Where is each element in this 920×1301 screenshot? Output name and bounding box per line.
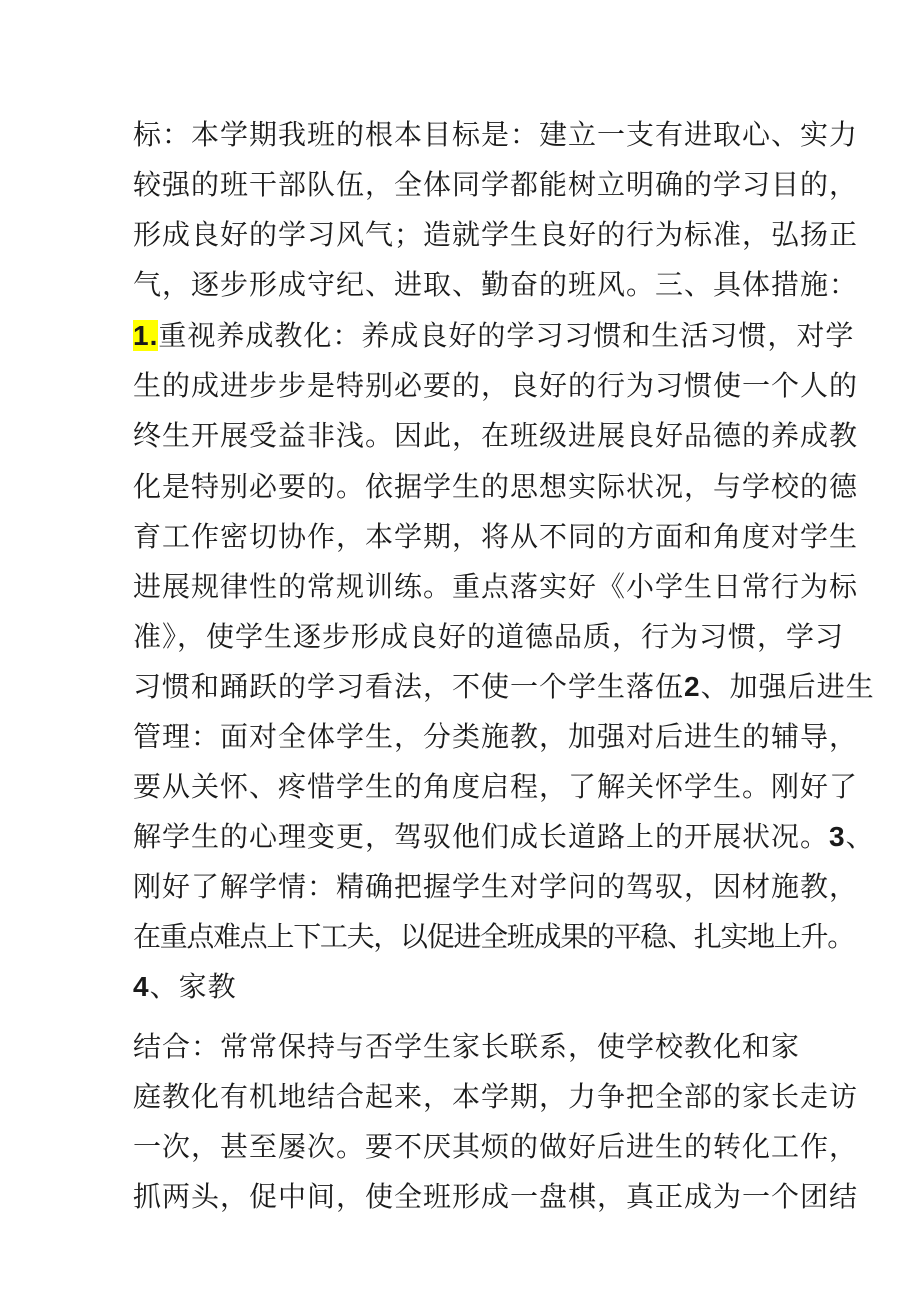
text-line: 生的成进步步是特别必要的，良好的行为习惯使一个人的 — [133, 369, 859, 402]
text-line: 庭教化有机地结合起来，本学期，力争把全部的家长走访 — [133, 1080, 859, 1113]
text-line: 4、家教 — [133, 970, 237, 1003]
text-line: 形成良好的学习风气；造就学生良好的行为标准，弘扬正 — [133, 218, 859, 251]
text-line: 化是特别必要的。依据学生的思想实际状况，与学校的德 — [133, 470, 859, 503]
text-line: 抓两头，促中间，使全班形成一盘棋，真正成为一个团结 — [133, 1180, 859, 1213]
text-line: 进展规律性的常规训练。重点落实好《小学生日常行为标 — [133, 570, 859, 603]
text-line: 一次，甚至屡次。要不厌其烦的做好后进生的转化工作， — [133, 1130, 859, 1163]
list-number: 3 — [829, 821, 846, 852]
list-number: 4 — [133, 971, 150, 1002]
text-line: 气，逐步形成守纪、进取、勤奋的班风。三、具体措施： — [133, 268, 859, 301]
text-line: 在重点难点上下工夫，以促进全班成果的平稳、扎实地上升。 — [133, 920, 854, 953]
text-line: 管理：面对全体学生，分类施教，加强对后进生的辅导， — [133, 720, 859, 753]
text-line: 要从关怀、疼惜学生的角度启程，了解关怀学生。刚好了 — [133, 770, 859, 803]
text-line: 育工作密切协作，本学期，将从不同的方面和角度对学生 — [133, 520, 859, 553]
list-number: 2 — [684, 671, 701, 702]
list-number-highlighted: 1. — [133, 320, 159, 351]
text-line: 较强的班干部队伍，全体同学都能树立明确的学习目的， — [133, 168, 859, 201]
text-line: 终生开展受益非浅。因此，在班级进展良好品德的养成教 — [133, 419, 859, 452]
text-line: 结合：常常保持与否学生家长联系，使学校教化和家 — [133, 1030, 801, 1063]
text-line: 刚好了解学情：精确把握学生对学问的驾驭，因材施教， — [133, 870, 859, 903]
text-line: 准》，使学生逐步形成良好的道德品质，行为习惯，学习 — [133, 620, 845, 653]
text-line: 习惯和踊跃的学习看法，不使一个学生落伍2、加强后进生 — [133, 670, 875, 703]
text-line: 解学生的心理变更，驾驭他们成长道路上的开展状况。3、 — [133, 820, 875, 853]
text-line: 标：本学期我班的根本目标是：建立一支有进取心、实力 — [133, 118, 859, 151]
text-line: 1.重视养成教化：养成良好的学习习惯和生活习惯，对学 — [133, 319, 855, 352]
